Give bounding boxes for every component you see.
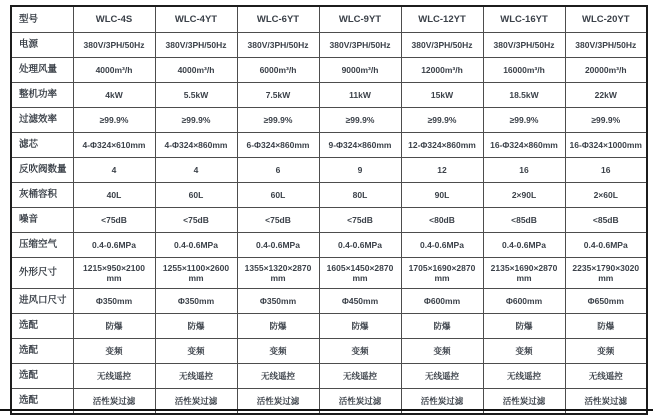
value-cell: 2135×1690×2870 mm xyxy=(483,258,565,289)
value-cell: 16 xyxy=(565,158,647,183)
value-cell: 380V/3PH/50Hz xyxy=(155,33,237,58)
value-cell: ≥99.9% xyxy=(155,108,237,133)
page-bottom-rule xyxy=(0,409,653,411)
table-row xyxy=(11,158,647,183)
value-cell: 变频 xyxy=(155,339,237,364)
value-cell: 0.4-0.6MPa xyxy=(565,233,647,258)
value-cell: 防爆 xyxy=(565,314,647,339)
value-cell: 9 xyxy=(319,158,401,183)
value-cell: 无线遥控 xyxy=(319,364,401,389)
value-cell: 12-Φ324×860mm xyxy=(401,133,483,158)
value-cell: 90L xyxy=(401,183,483,208)
value-cell: 无线遥控 xyxy=(237,364,319,389)
value-cell: 22kW xyxy=(565,83,647,108)
value-cell: 4 xyxy=(155,158,237,183)
value-cell: 变频 xyxy=(237,339,319,364)
value-cell: 1605×1450×2870 mm xyxy=(319,258,401,289)
value-cell: 1255×1100×2600 mm xyxy=(155,258,237,289)
table-row xyxy=(11,233,647,258)
value-cell: 7.5kW xyxy=(237,83,319,108)
row-label: 过滤效率 xyxy=(11,108,73,133)
value-cell: 4-Φ324×610mm xyxy=(73,133,155,158)
value-cell: 16-Φ324×1000mm xyxy=(565,133,647,158)
value-cell: Φ450mm xyxy=(319,289,401,314)
value-cell: ≥99.9% xyxy=(73,108,155,133)
value-cell: 防爆 xyxy=(319,314,401,339)
value-cell: 15kW xyxy=(401,83,483,108)
value-cell: 4000m³/h xyxy=(73,58,155,83)
value-cell: 4kW xyxy=(73,83,155,108)
value-cell: 0.4-0.6MPa xyxy=(237,233,319,258)
row-label: 外形尺寸 xyxy=(11,258,73,289)
value-cell: 16 xyxy=(483,158,565,183)
table-row xyxy=(11,33,647,58)
value-cell: 防爆 xyxy=(401,314,483,339)
value-cell: 1705×1690×2870 mm xyxy=(401,258,483,289)
row-label: 整机功率 xyxy=(11,83,73,108)
value-cell: 变频 xyxy=(565,339,647,364)
table-row xyxy=(11,83,647,108)
value-cell: <80dB xyxy=(401,208,483,233)
value-cell: 2×60L xyxy=(565,183,647,208)
value-cell: 11kW xyxy=(319,83,401,108)
model-column-header: WLC-4S xyxy=(73,6,155,33)
value-cell: 2×90L xyxy=(483,183,565,208)
value-cell: 9000m³/h xyxy=(319,58,401,83)
row-label: 选配 xyxy=(11,339,73,364)
value-cell: 6-Φ324×860mm xyxy=(237,133,319,158)
value-cell: 380V/3PH/50Hz xyxy=(319,33,401,58)
value-cell: 0.4-0.6MPa xyxy=(319,233,401,258)
model-column-header: WLC-16YT xyxy=(483,6,565,33)
product-spec-table xyxy=(10,5,648,415)
value-cell: 12000m³/h xyxy=(401,58,483,83)
value-cell: Φ650mm xyxy=(565,289,647,314)
value-cell: <85dB xyxy=(565,208,647,233)
value-cell: <75dB xyxy=(237,208,319,233)
value-cell: <75dB xyxy=(319,208,401,233)
row-label: 电源 xyxy=(11,33,73,58)
table-row xyxy=(11,258,647,289)
table-body xyxy=(11,33,647,415)
row-label: 选配 xyxy=(11,389,73,415)
value-cell: 16000m³/h xyxy=(483,58,565,83)
value-cell: 380V/3PH/50Hz xyxy=(73,33,155,58)
value-cell: 1355×1320×2870 mm xyxy=(237,258,319,289)
table-header xyxy=(11,6,647,33)
row-label: 反吹阀数量 xyxy=(11,158,73,183)
value-cell: 380V/3PH/50Hz xyxy=(401,33,483,58)
row-label: 选配 xyxy=(11,314,73,339)
value-cell: 6 xyxy=(237,158,319,183)
table-row xyxy=(11,364,647,389)
value-cell: 380V/3PH/50Hz xyxy=(565,33,647,58)
value-cell: ≥99.9% xyxy=(483,108,565,133)
value-cell: ≥99.9% xyxy=(237,108,319,133)
value-cell: 无线遥控 xyxy=(483,364,565,389)
value-cell: Φ350mm xyxy=(155,289,237,314)
value-cell: 4-Φ324×860mm xyxy=(155,133,237,158)
value-cell: 6000m³/h xyxy=(237,58,319,83)
row-label: 滤芯 xyxy=(11,133,73,158)
value-cell: 活性炭过滤 xyxy=(155,389,237,415)
row-label: 噪音 xyxy=(11,208,73,233)
table-row xyxy=(11,58,647,83)
value-cell: 活性炭过滤 xyxy=(401,389,483,415)
table-row xyxy=(11,339,647,364)
value-cell: ≥99.9% xyxy=(401,108,483,133)
value-cell: 16-Φ324×860mm xyxy=(483,133,565,158)
table-row xyxy=(11,208,647,233)
value-cell: Φ600mm xyxy=(483,289,565,314)
value-cell: 9-Φ324×860mm xyxy=(319,133,401,158)
model-column-header: WLC-20YT xyxy=(565,6,647,33)
value-cell: 20000m³/h xyxy=(565,58,647,83)
value-cell: 0.4-0.6MPa xyxy=(73,233,155,258)
header-model-label: 型号 xyxy=(11,6,73,33)
value-cell: 无线遥控 xyxy=(155,364,237,389)
table-row xyxy=(11,183,647,208)
value-cell: <75dB xyxy=(155,208,237,233)
value-cell: 12 xyxy=(401,158,483,183)
value-cell: 18.5kW xyxy=(483,83,565,108)
value-cell: 5.5kW xyxy=(155,83,237,108)
value-cell: ≥99.9% xyxy=(319,108,401,133)
row-label: 灰桶容积 xyxy=(11,183,73,208)
value-cell: 380V/3PH/50Hz xyxy=(483,33,565,58)
row-label: 进风口尺寸 xyxy=(11,289,73,314)
value-cell: 活性炭过滤 xyxy=(565,389,647,415)
value-cell: 无线遥控 xyxy=(73,364,155,389)
value-cell: 防爆 xyxy=(73,314,155,339)
value-cell: 变频 xyxy=(319,339,401,364)
value-cell: 防爆 xyxy=(483,314,565,339)
row-label: 处理风量 xyxy=(11,58,73,83)
table-row xyxy=(11,108,647,133)
value-cell: <75dB xyxy=(73,208,155,233)
row-label: 选配 xyxy=(11,364,73,389)
model-column-header: WLC-9YT xyxy=(319,6,401,33)
value-cell: 60L xyxy=(155,183,237,208)
model-column-header: WLC-4YT xyxy=(155,6,237,33)
value-cell: 变频 xyxy=(73,339,155,364)
value-cell: 无线遥控 xyxy=(401,364,483,389)
value-cell: 活性炭过滤 xyxy=(319,389,401,415)
value-cell: ≥99.9% xyxy=(565,108,647,133)
model-column-header: WLC-12YT xyxy=(401,6,483,33)
value-cell: 变频 xyxy=(483,339,565,364)
value-cell: Φ350mm xyxy=(237,289,319,314)
value-cell: 0.4-0.6MPa xyxy=(155,233,237,258)
value-cell: 1215×950×2100 mm xyxy=(73,258,155,289)
value-cell: 40L xyxy=(73,183,155,208)
table-row xyxy=(11,133,647,158)
value-cell: 活性炭过滤 xyxy=(483,389,565,415)
value-cell: 0.4-0.6MPa xyxy=(483,233,565,258)
value-cell: 380V/3PH/50Hz xyxy=(237,33,319,58)
value-cell: <85dB xyxy=(483,208,565,233)
value-cell: Φ600mm xyxy=(401,289,483,314)
model-column-header: WLC-6YT xyxy=(237,6,319,33)
value-cell: 变频 xyxy=(401,339,483,364)
table-row xyxy=(11,314,647,339)
value-cell: 防爆 xyxy=(237,314,319,339)
value-cell: 80L xyxy=(319,183,401,208)
row-label: 压缩空气 xyxy=(11,233,73,258)
value-cell: 无线遥控 xyxy=(565,364,647,389)
table-row xyxy=(11,289,647,314)
value-cell: Φ350mm xyxy=(73,289,155,314)
value-cell: 防爆 xyxy=(155,314,237,339)
value-cell: 4 xyxy=(73,158,155,183)
value-cell: 60L xyxy=(237,183,319,208)
header-row xyxy=(11,6,647,33)
value-cell: 2235×1790×3020 mm xyxy=(565,258,647,289)
value-cell: 4000m³/h xyxy=(155,58,237,83)
value-cell: 0.4-0.6MPa xyxy=(401,233,483,258)
value-cell: 活性炭过滤 xyxy=(237,389,319,415)
value-cell: 活性炭过滤 xyxy=(73,389,155,415)
